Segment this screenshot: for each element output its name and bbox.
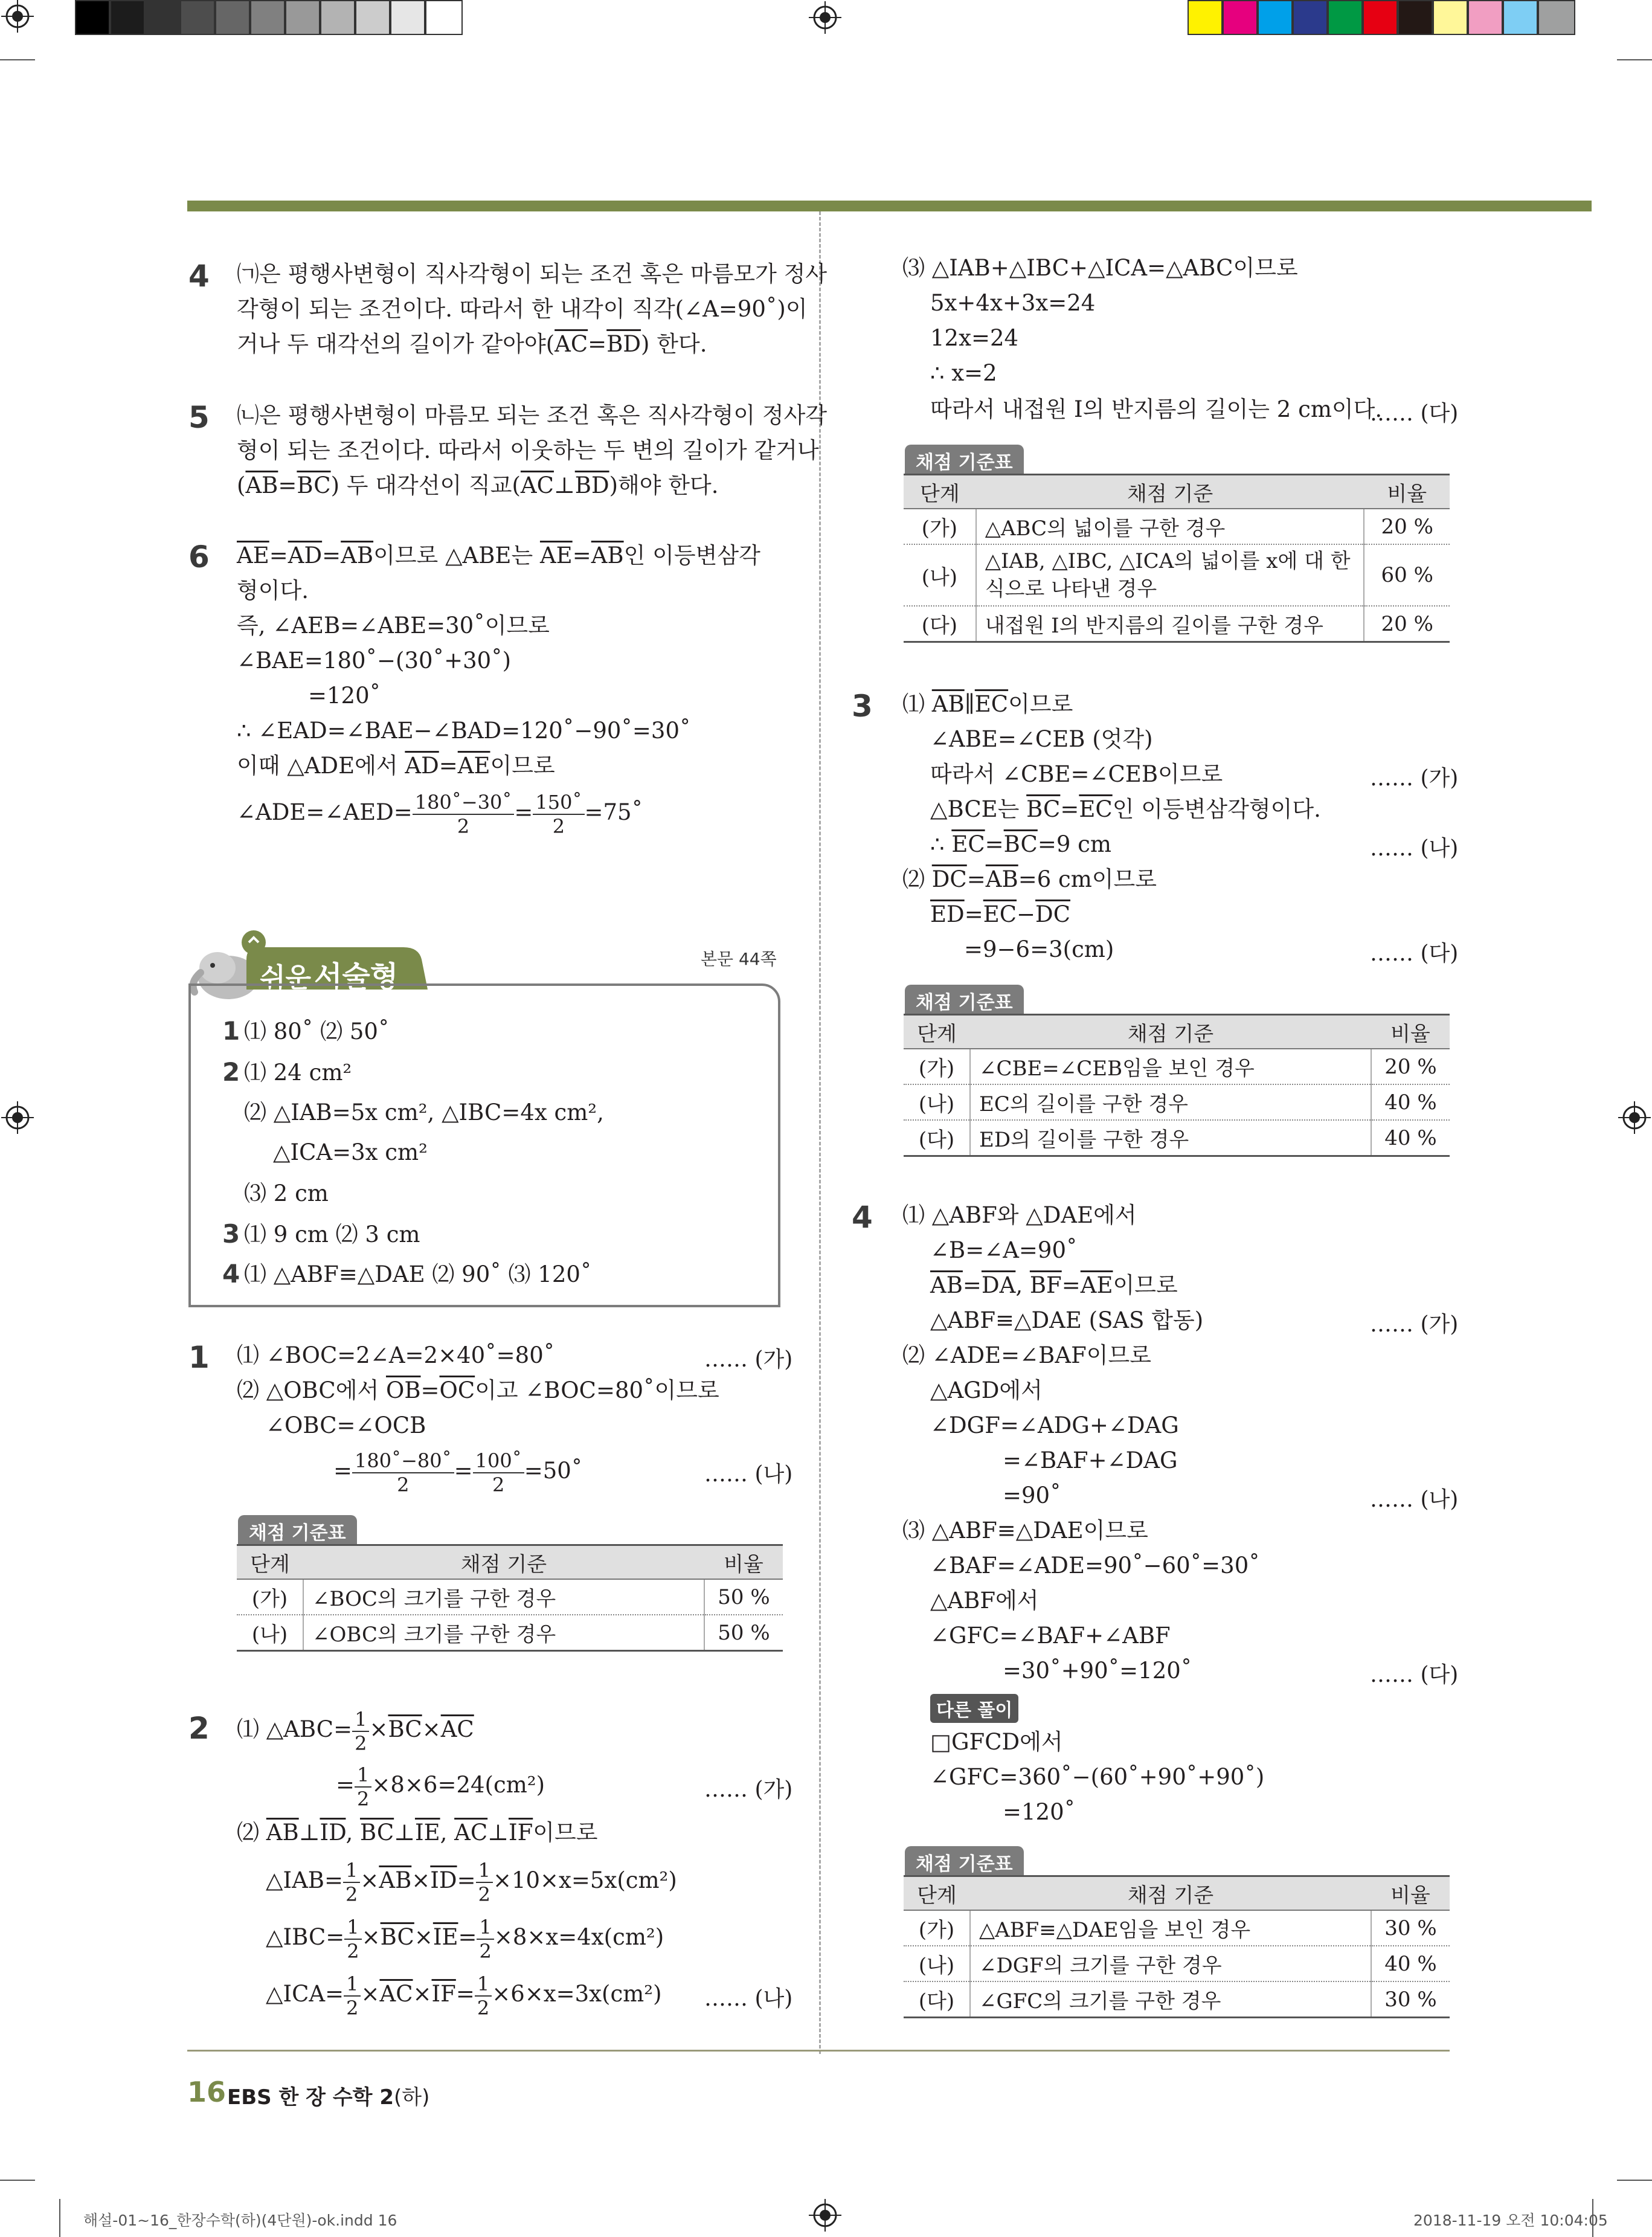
text-line: =30˚+90˚=120˚ xyxy=(1003,1658,1192,1684)
scoring-table-title: 채점 기준표 xyxy=(905,1846,1024,1878)
answer-number: 3 xyxy=(222,1219,240,1249)
text-line: ∠OBC=∠OCB xyxy=(266,1412,426,1438)
problem-number: 4 xyxy=(188,259,210,294)
crop-mark xyxy=(0,2180,35,2181)
scoring-table-title: 채점 기준표 xyxy=(238,1515,357,1547)
text-line: □GFCD에서 xyxy=(930,1729,1063,1755)
text-line: ⑶ △IAB+△IBC+△ICA=△ABC이므로 xyxy=(902,255,1298,281)
scoring-table xyxy=(904,1875,1450,2018)
text-line: 5x+4x+3x=24 xyxy=(930,290,1096,316)
text-line: = $\frac{1}{2}$ ×8×6=24(cm²) xyxy=(336,1763,545,1811)
text-line: =9−6=3(cm) xyxy=(964,936,1114,962)
crop-mark xyxy=(1617,2180,1652,2181)
registration-mark-icon xyxy=(1618,1101,1651,1134)
table-row: (다) ED의 길이를 구한 경우 40 % xyxy=(904,1120,1450,1156)
table-row: (나) ∠OBC의 크기를 구한 경우 50 % xyxy=(237,1615,783,1651)
text-line: ∠DGF=∠ADG+∠DAG xyxy=(930,1412,1179,1438)
score-tag: …… (다) xyxy=(1370,941,1459,966)
book-title: EBS 한 장 수학 2(하) xyxy=(227,2085,430,2110)
problem-number: 2 xyxy=(188,1711,210,1746)
easy-title-word2: 서술형 xyxy=(314,960,399,994)
col-header: 채점 기준 xyxy=(303,1545,704,1580)
col-header: 채점 기준 xyxy=(970,1015,1371,1049)
score-tag: …… (다) xyxy=(1370,1662,1459,1687)
text-line: △ABF≡△DAE (SAS 합동) xyxy=(930,1307,1204,1333)
text-line: ㈀은 평행사변형이 직사각형이 되는 조건 혹은 마름모가 정사 xyxy=(237,261,828,287)
text-line: 형이 되는 조건이다. 따라서 이웃하는 두 변의 길이가 같거나 xyxy=(237,437,819,463)
crop-mark xyxy=(1617,59,1652,60)
text-line: = $\frac{180˚-80˚}{2}$ = $\frac{100˚}{2}$ =50˚ xyxy=(333,1449,583,1496)
text-line: $(\overline{AB}=\overline{BC})$ 두 대각선이 직교$(\overline{AC}\perp\overline{BD})$해야 한다. xyxy=(237,472,719,498)
text-line: ⑴ △ABC= $\frac{1}{2}$ $\times\overline{BC}\times\overline{AC}$ xyxy=(237,1707,474,1755)
table-header-row xyxy=(237,1545,783,1580)
score-tag: …… (가) xyxy=(704,1777,793,1802)
col-header: 채점 기준 xyxy=(976,475,1364,509)
text-line: ㈁은 평행사변형이 마름모 되는 조건 혹은 직사각형이 정사각 xyxy=(237,402,828,428)
scoring-table-title: 채점 기준표 xyxy=(905,985,1024,1017)
table-row: (다) ∠GFC의 크기를 구한 경우 30 % xyxy=(904,1981,1450,2018)
footer-rule xyxy=(187,2050,1450,2052)
scoring-table xyxy=(237,1544,783,1652)
answer-text: ⑶ 2 cm xyxy=(244,1180,329,1206)
col-header: 채점 기준 xyxy=(970,1876,1371,1911)
text-line: ⑵ △OBC에서 $\overline{OB}=\overline{OC}$이고 ∠BOC=80˚이므로 xyxy=(237,1377,719,1403)
crop-mark xyxy=(0,59,35,60)
problem-number: 3 xyxy=(852,689,873,724)
text-line: 12x=24 xyxy=(930,325,1019,351)
scoring-table xyxy=(904,474,1450,643)
text-line: ⑴ $\overline{AB}\parallel\overline{EC}$이므로 xyxy=(902,691,1073,717)
col-header: 비율 xyxy=(1371,1876,1450,1911)
text-line: ∠GFC=∠BAF+∠ABF xyxy=(930,1623,1171,1649)
page-number: 16 xyxy=(187,2076,227,2108)
answer-text: ⑴ 24 cm² xyxy=(244,1060,352,1086)
text-line: △ABF에서 xyxy=(930,1588,1039,1614)
col-header: 비율 xyxy=(1371,1015,1450,1049)
table-row: (가) △ABF≡△DAE임을 보인 경우 30 % xyxy=(904,1910,1450,1946)
problem-number: 4 xyxy=(852,1200,873,1235)
text-line: 따라서 ∠CBE=∠CEB이므로 xyxy=(930,761,1223,787)
score-tag: …… (가) xyxy=(704,1347,793,1372)
text-line: ⑶ △ABF≡△DAE이므로 xyxy=(902,1518,1148,1543)
text-line: ∴ $\overline{EC}=\overline{BC}=9$ cm xyxy=(930,831,1111,857)
text-line: ⑵ ∠ADE=∠BAF이므로 xyxy=(902,1342,1151,1368)
slug-date-info: 2018-11-19 오전 10:04:05 xyxy=(1413,2212,1608,2229)
answer-text: △ICA=3x cm² xyxy=(273,1139,428,1165)
table-header-row xyxy=(904,1015,1450,1049)
text-line: 즉, ∠AEB=∠ABE=30˚이므로 xyxy=(237,613,550,639)
text-line: ⑵ $\overline{DC}=\overline{AB}=6$ cm이므로 xyxy=(902,866,1157,892)
header-accent-bar xyxy=(187,201,1592,211)
text-line: ⑵ $\overline{AB}\perp\overline{ID}$, $\overline{BC}\perp\overline{IE}$, $\overline{AC}\perp\overline{IF}$이므로 xyxy=(237,1820,598,1846)
slug-file-info: 해설-01~16_한장수학(하)(4단원)-ok.indd 16 xyxy=(83,2212,397,2229)
text-line: ∴ ∠EAD=∠BAE−∠BAD=120˚−90˚=30˚ xyxy=(237,718,691,744)
text-line: ∠ADE=∠AED= $\frac{180˚-30˚}{2}$ = $\frac{150˚}{2}$ =75˚ xyxy=(237,790,643,838)
table-row: (가) ∠BOC의 크기를 구한 경우 50 % xyxy=(237,1579,783,1615)
text-line: =∠BAF+∠DAG xyxy=(1003,1447,1178,1473)
text-line: ∴ x=2 xyxy=(930,360,997,386)
text-line: =120˚ xyxy=(1003,1799,1076,1825)
text-line: ⑴ △ABF와 △DAE에서 xyxy=(902,1202,1137,1228)
text-line: ⑴ ∠BOC=2∠A=2×40˚=80˚ xyxy=(237,1342,555,1368)
text-line: △IAB= $\frac{1}{2}$ $\times\overline{AB}\times\overline{ID}=$ $\frac{1}{2}$ ×10×x=5x(cm²) xyxy=(266,1858,677,1906)
table-row: (나) EC의 길이를 구한 경우 40 % xyxy=(904,1084,1450,1120)
score-tag: …… (가) xyxy=(1370,766,1459,791)
text-line: 이때 △ADE에서 $\overline{AD}=\overline{AE}$이므로 xyxy=(237,753,555,779)
text-line: 각형이 되는 조건이다. 따라서 한 내각이 직각(∠A=90˚)이 xyxy=(237,296,808,322)
table-row: (나) ∠DGF의 크기를 구한 경우 40 % xyxy=(904,1946,1450,1981)
crop-mark xyxy=(59,2199,60,2237)
text-line: $\overline{AB}=\overline{DA}$, $\overline{BF}=\overline{AE}$이므로 xyxy=(930,1272,1178,1298)
col-header: 단계 xyxy=(237,1545,303,1580)
col-header: 단계 xyxy=(904,475,976,509)
text-line: △AGD에서 xyxy=(930,1377,1043,1403)
table-row: (가) ∠CBE=∠CEB임을 보인 경우 20 % xyxy=(904,1049,1450,1084)
alt-solution-tag: 다른 풀이 xyxy=(930,1694,1018,1723)
col-header: 비율 xyxy=(1364,475,1450,509)
col-header: 단계 xyxy=(904,1876,970,1911)
column-divider xyxy=(819,211,821,2054)
text-line: =120˚ xyxy=(308,683,381,709)
table-header-row xyxy=(904,475,1450,509)
registration-mark-icon xyxy=(1,0,34,33)
text-line: △ICA= $\frac{1}{2}$ $\times\overline{AC}\times\overline{IF}=$ $\frac{1}{2}$ ×6×x=3x(cm²) xyxy=(266,1972,662,2020)
text-line: ∠BAE=180˚−(30˚+30˚) xyxy=(237,648,512,674)
table-header-row xyxy=(904,1876,1450,1911)
registration-mark-icon xyxy=(1,1101,34,1134)
problem-number: 5 xyxy=(188,400,210,435)
text-line: ∠ABE=∠CEB (엇각) xyxy=(930,726,1153,752)
score-tag: …… (나) xyxy=(1370,836,1459,861)
answer-text: ⑴ 9 cm ⑵ 3 cm xyxy=(244,1221,420,1247)
problem-number: 6 xyxy=(188,539,210,575)
score-tag: …… (가) xyxy=(1370,1312,1459,1337)
score-tag: …… (나) xyxy=(704,1986,793,2011)
score-tag: …… (다) xyxy=(1370,401,1459,426)
registration-mark-icon xyxy=(809,2199,841,2232)
registration-mark-icon xyxy=(809,1,841,34)
text-line: $\overline{AE}=\overline{AD}=\overline{AB}$이므로 △ABE는 $\overline{AE}=\overline{AB}$인 이등변삼각 xyxy=(237,542,760,568)
text-line: $\overline{ED}=\overline{EC}-\overline{DC}$ xyxy=(930,901,1071,927)
text-line: ∠GFC=360˚−(60˚+90˚+90˚) xyxy=(930,1764,1265,1790)
table-row: (가) △ABC의 넓이를 구한 경우 20 % xyxy=(904,509,1450,544)
table-row: (다) 내접원 I의 반지름의 길이를 구한 경우 20 % xyxy=(904,606,1450,642)
score-tag: …… (나) xyxy=(1370,1487,1459,1512)
problem-number: 1 xyxy=(188,1340,210,1375)
answer-text: ⑴ 80˚ ⑵ 50˚ xyxy=(244,1019,390,1044)
answer-number: 1 xyxy=(222,1016,240,1046)
text-line: 거나 두 대각선의 길이가 같아야$(\overline{AC}=\overline{BD})$ 한다. xyxy=(237,331,707,357)
answer-text: ⑴ △ABF≡△DAE ⑵ 90˚ ⑶ 120˚ xyxy=(244,1261,592,1287)
score-tag: …… (나) xyxy=(704,1462,793,1487)
text-line: △IBC= $\frac{1}{2}$ $\times\overline{BC}\times\overline{IE}=$ $\frac{1}{2}$ ×8×x=4x(cm²) xyxy=(266,1915,664,1963)
text-line: 따라서 내접원 I의 반지름의 길이는 2 cm이다. xyxy=(930,396,1383,422)
text-line: 형이다. xyxy=(237,578,309,604)
textbook-page-ref: 본문 44쪽 xyxy=(701,949,777,969)
easy-title-word1: 쉬운 xyxy=(260,962,312,993)
scoring-table-title: 채점 기준표 xyxy=(905,445,1024,477)
table-row: (나) △IAB, △IBC, △ICA의 넓이를 x에 대 한 식으로 나타낸 경우 60 % xyxy=(904,544,1450,606)
text-line: ∠B=∠A=90˚ xyxy=(930,1237,1078,1263)
answer-number: 2 xyxy=(222,1057,240,1087)
text-line: △BCE는 $\overline{BC}=\overline{EC}$인 이등변삼각형이다. xyxy=(930,796,1321,822)
text-line: ∠BAF=∠ADE=90˚−60˚=30˚ xyxy=(930,1553,1260,1579)
col-header: 비율 xyxy=(704,1545,783,1580)
col-header: 단계 xyxy=(904,1015,970,1049)
answer-text: ⑵ △IAB=5x cm², △IBC=4x cm², xyxy=(244,1099,604,1125)
answer-number: 4 xyxy=(222,1259,240,1289)
scoring-table xyxy=(904,1014,1450,1157)
text-line: =90˚ xyxy=(1003,1482,1061,1508)
